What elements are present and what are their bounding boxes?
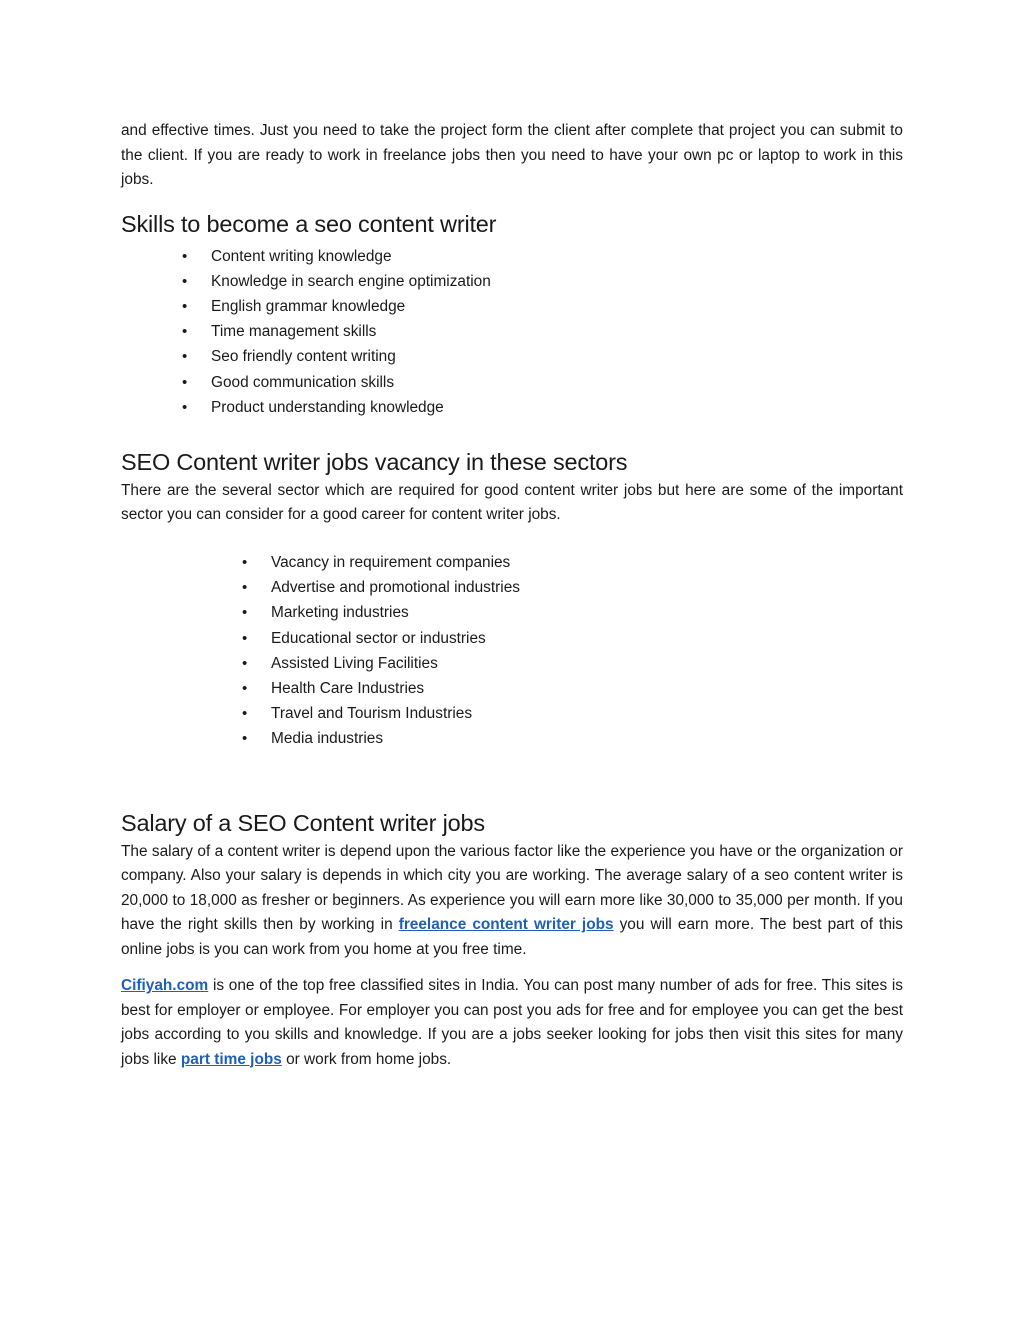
list-item-label: Educational sector or industries bbox=[271, 629, 486, 647]
bullet-icon: • bbox=[182, 247, 188, 265]
bullet-icon: • bbox=[182, 398, 188, 416]
list-item-label: Assisted Living Facilities bbox=[271, 654, 438, 672]
list-item-label: Travel and Tourism Industries bbox=[271, 705, 473, 723]
salary-text-end: you will earn more. The best part of this online jobs is you can work from you home at you free time. bbox=[121, 916, 903, 958]
bullet-icon: • bbox=[242, 654, 248, 672]
list-item-label: Product understanding knowledge bbox=[211, 398, 444, 416]
part-time-jobs-link[interactable]: part time jobs bbox=[180, 1050, 282, 1068]
bullet-icon: • bbox=[182, 373, 188, 391]
bullet-icon: • bbox=[182, 272, 188, 290]
salary-heading: Salary of a SEO Content writer jobs bbox=[121, 809, 485, 836]
list-item-label: Content writing knowledge bbox=[211, 247, 392, 265]
bullet-icon: • bbox=[242, 679, 248, 697]
cifiyah-link[interactable]: Cifiyah.com bbox=[121, 977, 209, 995]
list-item bbox=[121, 701, 903, 726]
list-item-label: Advertise and promotional industries bbox=[271, 579, 520, 597]
list-item-label: Seo friendly content writing bbox=[211, 348, 396, 366]
list-item-label: Media industries bbox=[271, 730, 384, 748]
sectors-heading: SEO Content writer jobs vacancy in these sectors bbox=[121, 448, 628, 475]
list-item bbox=[121, 244, 903, 269]
list-item bbox=[121, 294, 903, 319]
list-item bbox=[121, 550, 903, 575]
bullet-icon: • bbox=[242, 579, 248, 597]
list-item bbox=[121, 726, 903, 751]
salary-text: The salary of a content writer is depend upon the various factor like the experience you have or the organization or company. Also your salary is depends in which city you are working. The average salary of a seo content writer is 20,000 to 18,000 as fresher or beginners. As experience you will earn more like 30,000 to 35,000 per month. If you have the right skills then by working in bbox=[121, 842, 903, 934]
list-item bbox=[121, 575, 903, 600]
document-body bbox=[121, 119, 903, 1072]
list-item bbox=[121, 626, 903, 651]
closing-paragraph bbox=[121, 974, 903, 1072]
list-item bbox=[121, 344, 903, 369]
bullet-icon: • bbox=[182, 297, 188, 315]
closing-text: is one of the top free classified sites in India. You can post many number of ads for free. This sites is best for employer or employee. For employer you can post you ads for free and for employee you can get the best jobs according to you skills and knowledge. If you are a jobs seeker looking for jobs then visit this sites for many jobs like bbox=[121, 977, 903, 1068]
list-item bbox=[121, 319, 903, 344]
freelance-jobs-link[interactable]: freelance content writer jobs bbox=[398, 916, 614, 934]
bullet-icon: • bbox=[242, 604, 248, 622]
intro-paragraph: and effective times. Just you need to take the project form the client after complete that project you can submit to the client. If you are ready to work in freelance jobs then you need to have your own pc or laptop to work in this jobs. bbox=[121, 122, 903, 188]
list-item-label: Marketing industries bbox=[271, 604, 409, 622]
list-item bbox=[121, 600, 903, 625]
list-item-label: Knowledge in search engine optimization bbox=[211, 272, 491, 290]
bullet-icon: • bbox=[242, 730, 248, 748]
list-item bbox=[121, 370, 903, 395]
skills-list bbox=[121, 244, 903, 420]
list-item bbox=[121, 651, 903, 676]
bullet-icon: • bbox=[242, 629, 248, 647]
bullet-icon: • bbox=[182, 323, 188, 341]
bullet-icon: • bbox=[182, 348, 188, 366]
sectors-paragraph: There are the several sector which are required for good content writer jobs but here are some of the important sector you can consider for a good career for content writer jobs. bbox=[121, 481, 903, 524]
list-item bbox=[121, 395, 903, 420]
bullet-icon: • bbox=[242, 553, 248, 571]
list-item-label: Health Care Industries bbox=[271, 679, 425, 697]
list-item-label: Time management skills bbox=[211, 323, 377, 341]
skills-heading: Skills to become a seo content writer bbox=[121, 210, 497, 237]
sectors-list bbox=[121, 550, 903, 752]
bullet-icon: • bbox=[242, 705, 248, 723]
list-item-label: Good communication skills bbox=[211, 373, 395, 391]
closing-text-end: or work from home jobs. bbox=[281, 1050, 452, 1068]
list-item-label: English grammar knowledge bbox=[211, 297, 406, 315]
salary-paragraph bbox=[121, 840, 903, 963]
list-item bbox=[121, 676, 903, 701]
list-item bbox=[121, 269, 903, 294]
list-item-label: Vacancy in requirement companies bbox=[271, 553, 511, 571]
